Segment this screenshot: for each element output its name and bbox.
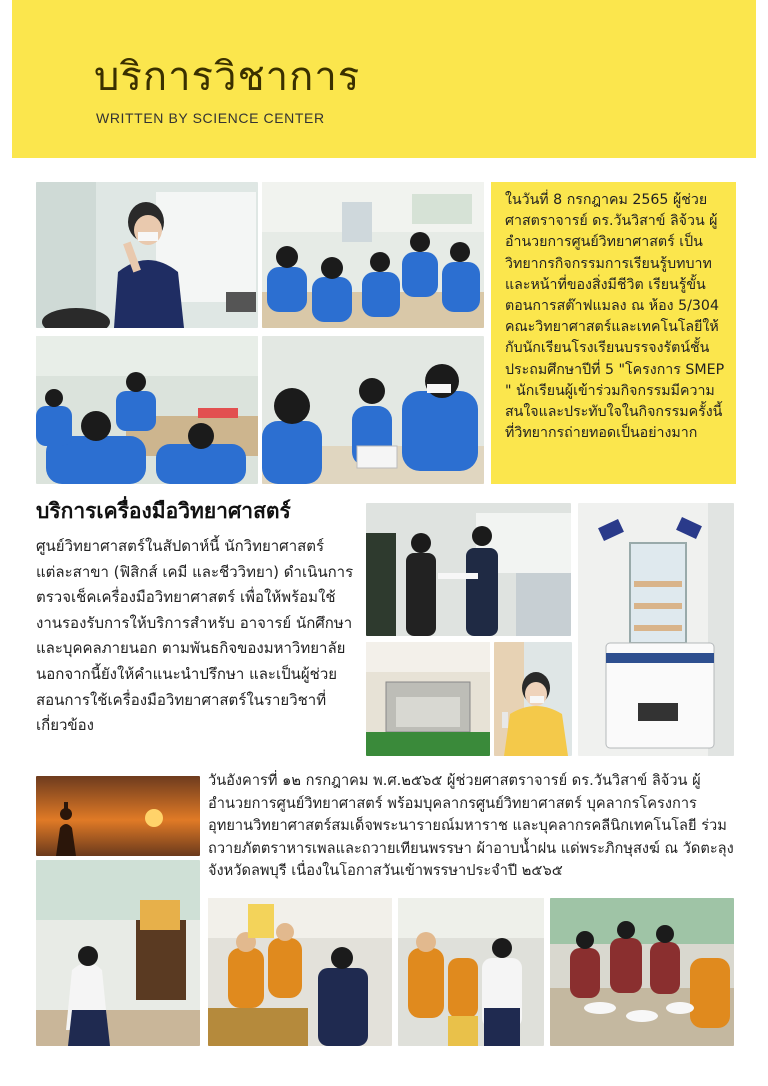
merit-event-text: วันอังคารที่ ๑๒ กรกฎาคม พ.ศ.๒๕๖๕ ผู้ช่วยศาสตราจารย์ ดร.วันวิสาข์ ลิจ้วน ผู้อำนวยการศูนย์วิทยาศาสตร์ พร้อมบุคลากรศูนย์วิทยาศาสตร์ บุคลากรโครงการอุทยานวิทยาศาสตร์สมเด็จพระนารายณ์มหาราช และบุคลากรคลีนิกเทคโนโลยี ร่วมถวายภัตตราหารเพลและถวายเทียนพรรษา ผ้าอาบน้ำฝน แด่พระภิกษุสงฆ์ ณ วัดตะลุง จังหวัดลพบุรี เนื่องในโอกาสวันเข้าพรรษาประจำปี ๒๕๖๕	[208, 772, 734, 880]
photo-offering-food	[550, 898, 734, 1046]
page-title: บริการวิชาการ	[94, 54, 361, 100]
photo-fume-hood	[366, 642, 490, 756]
smep-activity-text: ในวันที่ 8 กรกฎาคม 2565 ผู้ช่วยศาสตราจารย์ ดร.วันวิสาข์ ลิจ้วน ผู้อำนวยการศูนย์วิทยาศาสตร์ เป็นวิทยากรกิจกรรมการเรียนรู้บทบาทและหน้าที่ของสิ่งมีชีวิต เรียนรู้ขั้นตอนการสต๊าฟแมลง ณ ห้อง 5/304 คณะวิทยาศาสตร์และเทคโนโลยีให้กับนักเรียนโรงเรียนบรรจงรัตน์ชั้นประถมศึกษาปีที่ 5 "โครงการ SMEP " นักเรียนผู้เข้าร่วมกิจกรรมมีความสนใจและประทับใจในกิจกรรมครั้งนี้ที่วิทยากรถ่ายทอดเป็นอย่างมาก	[505, 192, 725, 442]
photo-staff-with-flask	[494, 642, 572, 756]
byline: WRITTEN BY SCIENCE CENTER	[96, 110, 325, 126]
photo-monks-offering-2	[398, 898, 544, 1046]
photo-buddha-sunset	[36, 776, 200, 856]
equipment-service-heading: บริการเครื่องมือวิทยาศาสตร์	[36, 499, 291, 523]
photo-lab-equipment-check	[366, 503, 571, 636]
smep-activity-box	[491, 182, 736, 484]
photo-monks-offering-1	[208, 898, 392, 1046]
photo-students-lab-work	[262, 336, 484, 484]
photo-students-at-table	[36, 336, 258, 484]
equipment-service-text: ศูนย์วิทยาศาสตร์ในสัปดาห์นี้ นักวิทยาศาสตร์แต่ละสาขา (ฟิสิกส์ เคมี และชีววิทยา) ดำเนินการตรวจเช็คเครื่องมือวิทยาศาสตร์ เพื่อให้พร้อมใช้งานรองรับการให้บริการสำหรับ อาจารย์ นักศึกษา และบุคคลภายนอก ตามพันธกิจของมหาวิทยาลัย นอกจากนี้ยังให้คำแนะนำปรึกษา และเป็นผู้ช่วยสอนการใช้เครื่องมือวิทยาศาสตร์ในรายวิชาที่เกี่ยวข้อง	[36, 537, 354, 735]
photo-classroom-students	[262, 182, 484, 328]
header-banner	[12, 0, 756, 158]
photo-woman-paying-respect	[36, 860, 200, 1046]
photo-freeze-dryer	[578, 503, 734, 756]
photo-speaker-presenting	[36, 182, 258, 328]
